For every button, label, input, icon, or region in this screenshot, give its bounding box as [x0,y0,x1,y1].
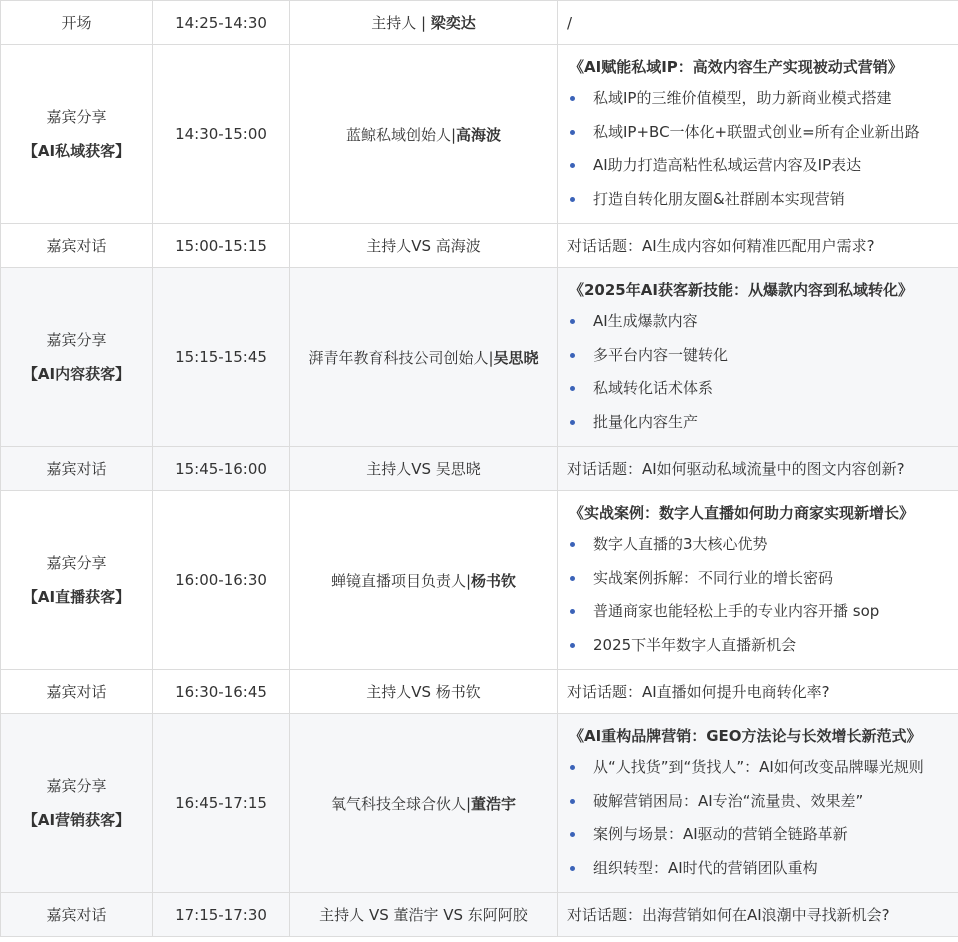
session-type: 嘉宾分享 [46,777,107,795]
bullet-icon [570,163,575,168]
session-type: 嘉宾分享 [46,331,107,349]
agenda-row [1,224,958,268]
session-tag: 【AI直播获客】 [22,588,131,606]
speaker-name: 梁奕达 [430,14,476,32]
point-text: 案例与场景：AI驱动的营销全链路革新 [593,825,848,843]
speaker-role: 主持人 VS 董浩宇 VS 东阿阿胶 [319,906,528,924]
speaker-name: 吴思晓 [493,348,539,367]
speaker-cell [290,447,558,491]
list-item [567,82,954,116]
session-time: 14:25-14:30 [153,1,290,45]
topic-cell [558,224,958,268]
session-type-cell [1,893,153,937]
point-text: 从“人找货”到“货找人”：AI如何改变品牌曝光规则 [593,758,924,776]
speaker-cell [290,45,558,224]
speaker-role: 主持人VS 吴思晓 [366,460,481,478]
list-item [567,562,954,596]
list-item [567,629,954,663]
point-text: 私域转化话术体系 [593,379,714,397]
session-type: 嘉宾分享 [46,554,107,572]
session-type: 嘉宾对话 [46,459,107,478]
bullet-icon [570,609,575,614]
speaker-cell [290,268,558,447]
point-text: 私域IP+BC一体化+联盟式创业=所有企业新出路 [593,122,920,141]
bullet-icon [570,643,575,648]
session-type-cell [1,45,153,224]
session-tag: 【AI营销获客】 [22,811,131,829]
session-type: 嘉宾对话 [46,236,107,255]
topic-points [567,305,954,439]
point-text: 实战案例拆解：不同行业的增长密码 [593,568,834,587]
topic-points [567,82,954,216]
agenda-row [1,447,958,491]
topic-cell [558,670,958,714]
bullet-icon [570,832,575,837]
list-item [567,751,954,785]
list-item [567,595,954,629]
point-text: 批量化内容生产 [593,412,699,431]
session-time: 16:45-17:15 [153,714,290,893]
agenda-body [1,1,958,937]
point-text: 数字人直播的3大核心优势 [593,535,768,553]
session-time: 16:30-16:45 [153,670,290,714]
bullet-icon [570,420,575,425]
point-text: AI生成爆款内容 [593,312,698,330]
list-item [567,305,954,339]
topic-title: 《AI重构品牌营销：GEO方法论与长效增长新范式》 [569,727,922,745]
speaker-cell [290,893,558,937]
speaker-name: 高海波 [456,125,502,144]
list-item [567,852,954,886]
bullet-icon [570,765,575,770]
point-text: 组织转型：AI时代的营销团队重构 [593,858,818,877]
session-time: 16:00-16:30 [153,491,290,670]
list-item [567,818,954,852]
agenda-row [1,268,958,447]
speaker-name: 董浩宇 [471,794,517,813]
session-tag: 【AI内容获客】 [22,365,131,383]
bullet-icon [570,353,575,358]
bullet-icon [570,386,575,391]
bullet-icon [570,866,575,871]
bullet-icon [570,319,575,324]
bullet-icon [570,197,575,202]
topic-text: / [567,13,573,32]
bullet-icon [570,542,575,547]
speaker-cell [290,1,558,45]
speaker-role: 主持人VS 杨书钦 [366,683,481,701]
list-item [567,528,954,562]
point-text: 多平台内容一键转化 [593,345,729,364]
list-item [567,406,954,440]
topic-cell [558,491,958,670]
session-time: 15:00-15:15 [153,224,290,268]
point-text: AI助力打造高粘性私域运营内容及IP表达 [593,156,862,174]
point-text: 破解营销困局：AI专治“流量贵、效果差” [593,791,864,810]
session-type-cell [1,268,153,447]
topic-points [567,751,954,885]
session-tag: 【AI私域获客】 [22,142,131,160]
list-item [567,785,954,819]
session-time: 15:15-15:45 [153,268,290,447]
topic-cell [558,714,958,893]
point-text: 打造自转化朋友圈&社群剧本实现营销 [593,189,845,208]
agenda-row [1,714,958,893]
speaker-role: 氧气科技全球合伙人| [330,794,472,813]
session-type: 开场 [61,13,92,32]
topic-cell [558,268,958,447]
session-type: 嘉宾对话 [46,905,107,924]
speaker-role: 主持人 | [371,14,431,32]
point-text: 2025下半年数字人直播新机会 [593,635,797,654]
topic-points [567,528,954,662]
session-type-cell [1,447,153,491]
speaker-role: 湃青年教育科技公司创始人| [308,348,494,367]
topic-title: 《AI赋能私域IP：高效内容生产实现被动式营销》 [569,58,903,76]
agenda-row [1,893,958,937]
session-type-cell [1,491,153,670]
topic-text: 对话话题：AI直播如何提升电商转化率? [567,683,830,701]
agenda-row [1,491,958,670]
session-type-cell [1,1,153,45]
list-item [567,183,954,217]
list-item [567,339,954,373]
bullet-icon [570,799,575,804]
topic-text: 对话话题：AI如何驱动私域流量中的图文内容创新? [567,460,905,478]
agenda-row [1,1,958,45]
topic-cell [558,45,958,224]
speaker-cell [290,714,558,893]
topic-title: 《实战案例：数字人直播如何助力商家实现新增长》 [569,504,915,522]
agenda-row [1,670,958,714]
speaker-name: 杨书钦 [471,571,517,590]
session-type: 嘉宾对话 [46,682,107,701]
speaker-cell [290,224,558,268]
session-time: 15:45-16:00 [153,447,290,491]
point-text: 普通商家也能轻松上手的专业内容开播 sop [593,602,880,620]
speaker-cell [290,670,558,714]
topic-cell [558,1,958,45]
list-item [567,116,954,150]
speaker-cell [290,491,558,670]
topic-cell [558,447,958,491]
bullet-icon [570,576,575,581]
speaker-role: 蓝鲸私域创始人| [345,125,457,144]
session-type-cell [1,714,153,893]
topic-cell [558,893,958,937]
session-type-cell [1,224,153,268]
bullet-icon [570,130,575,135]
bullet-icon [570,96,575,101]
list-item [567,372,954,406]
topic-text: 对话话题：AI生成内容如何精准匹配用户需求? [567,237,875,255]
point-text: 私域IP的三维价值模型，助力新商业模式搭建 [593,89,892,107]
session-time: 14:30-15:00 [153,45,290,224]
speaker-role: 主持人VS 高海波 [366,237,481,255]
session-type: 嘉宾分享 [46,108,107,126]
agenda-row [1,45,958,224]
session-type-cell [1,670,153,714]
list-item [567,149,954,183]
topic-title: 《2025年AI获客新技能：从爆款内容到私域转化》 [569,281,913,299]
session-time: 17:15-17:30 [153,893,290,937]
speaker-role: 蝉镜直播项目负责人| [330,571,472,590]
topic-text: 对话话题：出海营销如何在AI浪潮中寻找新机会? [567,906,890,924]
